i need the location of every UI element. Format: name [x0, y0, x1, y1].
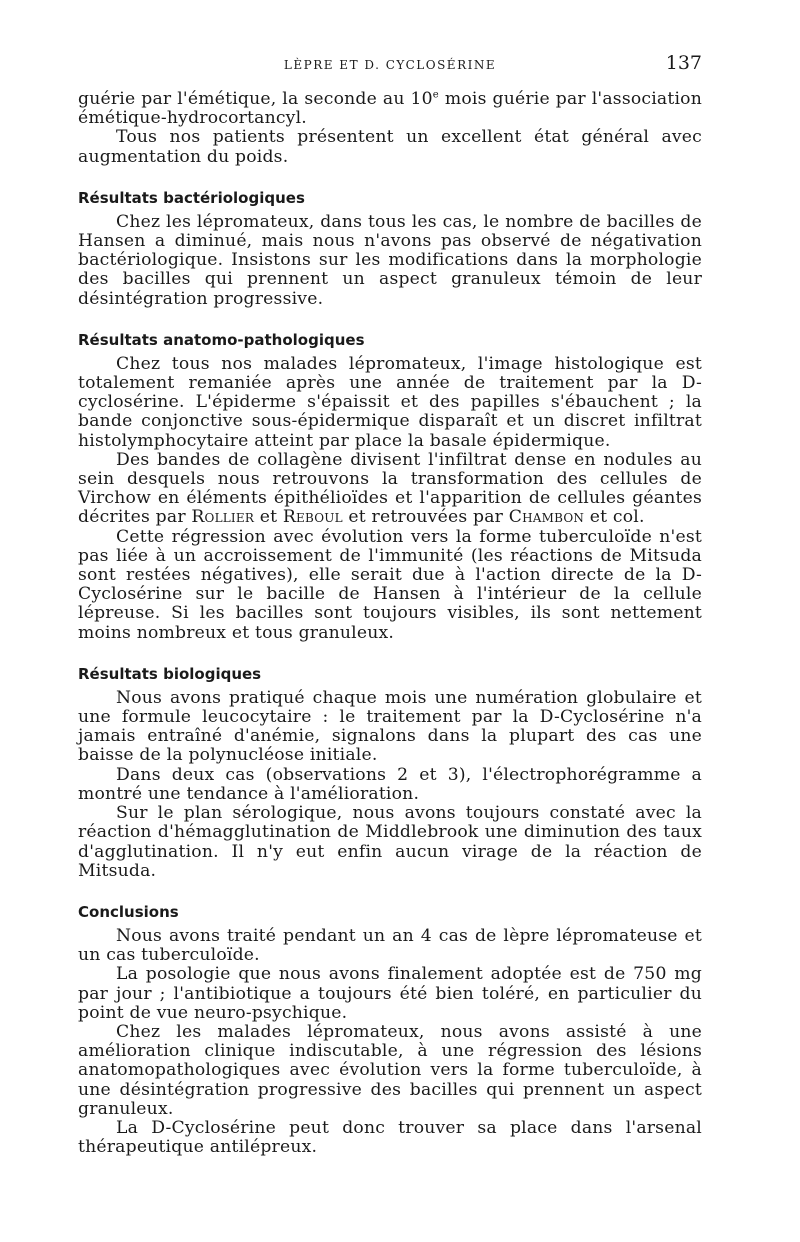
conclusions-paragraph-3: Chez les malades lépromateux, nous avons assisté à une amélioration clinique indiscutable, à une régression des lésions anatomopathologiques avec évolution vers la forme tuberculoïde, à une désintégration progressive des bacilles qui prennent un aspect granuleux.: [78, 1021, 702, 1119]
running-title: LÈPRE ET D. CYCLOSÉRINE: [283, 58, 497, 72]
intro-paragraph-1: guérie par l'émétique, la seconde au 10e mois guérie par l'association émétique-hydrocortancyl.: [78, 89, 702, 129]
section-heading-anatomo-pathological: Résultats anatomo-pathologiques: [78, 330, 365, 349]
page-number: 137: [665, 52, 702, 74]
conclusions-paragraph-2: La posologie que nous avons finalement adoptée est de 750 mg par jour ; l'antibiotique a toujours été bien toléré, en particulier du point de vue neuro-psychique.: [78, 964, 702, 1023]
biological-paragraph-3: Sur le plan sérologique, nous avons toujours constaté avec la réaction d'hémagglutination de Middlebrook une diminution des taux d'agglutination. Il n'y eut enfin aucun virage de la réaction de Mitsuda.: [78, 803, 702, 881]
intro-paragraph-2: Tous nos patients présentent un excellent état général avec augmentation du poids.: [78, 127, 702, 167]
section-heading-conclusions: Conclusions: [78, 902, 179, 921]
section-heading-bacteriological: Résultats bactériologiques: [78, 188, 305, 207]
page: [78, 52, 702, 1157]
anatomo-paragraph-3: Cette régression avec évolution vers la forme tuberculoïde n'est pas liée à un accroissement de l'immunité (les réactions de Mitsuda sont restées négatives), elle serait due à l'action directe de la D-Cyclosérine sur le bacille de Hansen à l'intérieur de la cellule lépreuse. Si les bacilles sont toujours visibles, ils sont nettement moins nombreux et tous granuleux.: [78, 526, 702, 643]
bacteriological-paragraph-1: Chez les lépromateux, dans tous les cas, le nombre de bacilles de Hansen a diminué, mais nous n'avons pas observé de négativation bactériologique. Insistons sur les modifications dans la morphologie des bacilles qui prennent un aspect granuleux témoin de leur désintégration progressive.: [78, 211, 702, 309]
biological-paragraph-2: Dans deux cas (observations 2 et 3), l'électrophorégramme a montré une tendance à l'amélioration.: [78, 764, 702, 804]
anatomo-paragraph-1: Chez tous nos malades lépromateux, l'image histologique est totalement remaniée après une année de traitement par la D-cyclosérine. L'épiderme s'épaissit et des papilles s'ébauchent ; la bande conjonctive sous-épidermique disparaît et un discret infiltrat histolymphocytaire atteint par place la basale épidermique.: [78, 353, 702, 451]
conclusions-paragraph-1: Nous avons traité pendant un an 4 cas de lèpre lépromateuse et un cas tuberculoïde.: [78, 925, 702, 966]
author-name: Rollier: [191, 507, 255, 528]
section-heading-biological: Résultats biologiques: [78, 664, 262, 683]
anatomo-paragraph-2: Des bandes de collagène divisent l'infiltrat dense en nodules au sein desquels nous retrouvons la transformation des cellules de Virchow en éléments épithélioïdes et l'apparition de cellules géantes décrites par Rollier et Reboul et retrouvées par Chambon et col.: [78, 449, 702, 528]
conclusions-paragraph-4: La D-Cyclosérine peut donc trouver sa place dans l'arsenal thérapeutique antilépreux.: [78, 1117, 702, 1158]
author-name: Chambon: [508, 507, 585, 528]
biological-paragraph-1: Nous avons pratiqué chaque mois une numération globulaire et une formule leucocytaire : le traitement par la D-Cyclosérine n'a jamais entraîné d'anémie, signalons dans la plupart des cas une baisse de la polynucléose initiale.: [78, 687, 702, 766]
running-header: [78, 52, 702, 74]
author-name: Reboul: [282, 507, 343, 528]
